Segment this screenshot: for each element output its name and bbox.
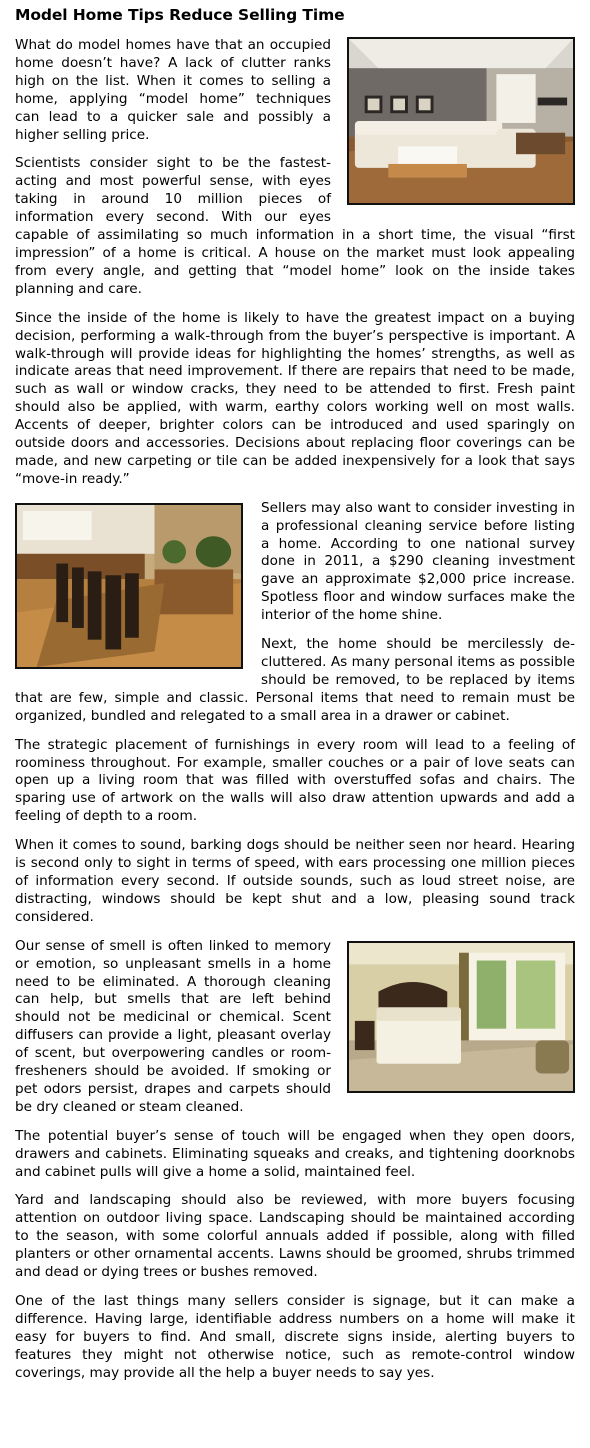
- paragraph-2: Scientists consider sight to be the fastest-acting and most powerful sense, with eyes taking in around 10 million pieces of information every second. With our eyes capable of assimilating so much information in a short time, the visual “first impression” of a home is critical. A house on the market must look appealing from every angle, and getting that “model home” look on the inside takes planning and care.: [15, 155, 575, 297]
- paragraph-1: What do model homes have that an occupied home doesn’t have? A lack of clutter ranks high on the list. When it comes to selling a home, applying “model home” techniques can lead to a quicker sale and possibly a higher selling price.: [15, 37, 331, 143]
- paragraph-5: Next, the home should be mercilessly de-cluttered. As many personal items as possible should be removed, to be replaced by items that are few, simple and classic. Personal items that need to remain must be organized, bundled and relegated to a small area in a drawer or cabinet.: [15, 636, 575, 724]
- paragraph-4: Sellers may also want to consider investing in a professional cleaning service before listing a home. According to one national survey done in 2011, a $290 cleaning investment gave an approximate $2,000 price increase. Spotless floor and window surfaces make the interior of the home shine.: [261, 499, 575, 624]
- living-room-photo: [347, 37, 575, 205]
- living-room-illustration: [349, 39, 573, 203]
- paragraph-11: One of the last things many sellers consider is signage, but it can make a difference. Having large, identifiable address numbers on a home will make it easy for buyers to find. And small, discrete signs inside, alerting buyers to features they might not otherwise notice, such as remote-control window coverings, may provide all the help a buyer needs to say yes.: [15, 1293, 575, 1381]
- bedroom-illustration: [349, 943, 573, 1091]
- dining-kitchen-illustration: [17, 505, 241, 667]
- paragraph-9: The potential buyer’s sense of touch will be engaged when they open doors, drawers and cabinets. Eliminating squeaks and creaks, and tightening doorknobs and cabinet pulls will give a home a solid, maintained feel.: [15, 1127, 575, 1180]
- article-title: Model Home Tips Reduce Selling Time: [15, 6, 345, 24]
- paragraph-6: The strategic placement of furnishings in every room will lead to a feeling of roominess throughout. For example, smaller couches or a pair of love seats can open up a living room that was filled with overstuffed sofas and chairs. The sparing use of artwork on the walls will also draw attention upwards and add a feeling of depth to a room.: [15, 736, 575, 825]
- dining-kitchen-photo: [15, 503, 243, 669]
- paragraph-10: Yard and landscaping should also be reviewed, with more buyers focusing attention on outdoor living space. Landscaping should be maintained according to the season, with some colorful annuals added if possible, along with filled planters or other ornamental accents. Lawns should be groomed, shrubs trimmed and dead or dying trees or bushes removed.: [15, 1192, 575, 1281]
- paragraph-8: Our sense of smell is often linked to memory or emotion, so unpleasant smells in a home need to be eliminated. A thorough cleaning can help, but smells that are left behind should not be medicinal or chemical. Scent diffusers can provide a light, pleasant overlay of scent, but overpowering candles or room-fresheners should be avoided. If smoking or pet odors persist, drapes and carpets should be dry cleaned or steam cleaned.: [15, 937, 331, 1115]
- bedroom-photo: [347, 941, 575, 1093]
- paragraph-7: When it comes to sound, barking dogs should be neither seen nor heard. Hearing is second only to sight in terms of speed, with ears processing one million pieces of information every second. If outside sounds, such as loud street noise, are distracting, windows should be kept shut and a low, pleasing sound track considered.: [15, 837, 575, 925]
- paragraph-3: Since the inside of the home is likely to have the greatest impact on a buying decision, performing a walk-through from the buyer’s perspective is important. A walk-through will provide ideas for highlighting the homes’ strengths, as well as indicate areas that need improvement. If there are repairs that need to be made, such as wall or window cracks, they need to be attended to first. Fresh paint should also be applied, with warm, earthy colors working well on most walls. Accents of deeper, brighter colors can be introduced and used sparingly on outside doors and accessories. Decisions about replacing floor coverings can be made, and new carpeting or tile can be added inexpensively for a look that says “move-in ready.”: [15, 309, 575, 487]
